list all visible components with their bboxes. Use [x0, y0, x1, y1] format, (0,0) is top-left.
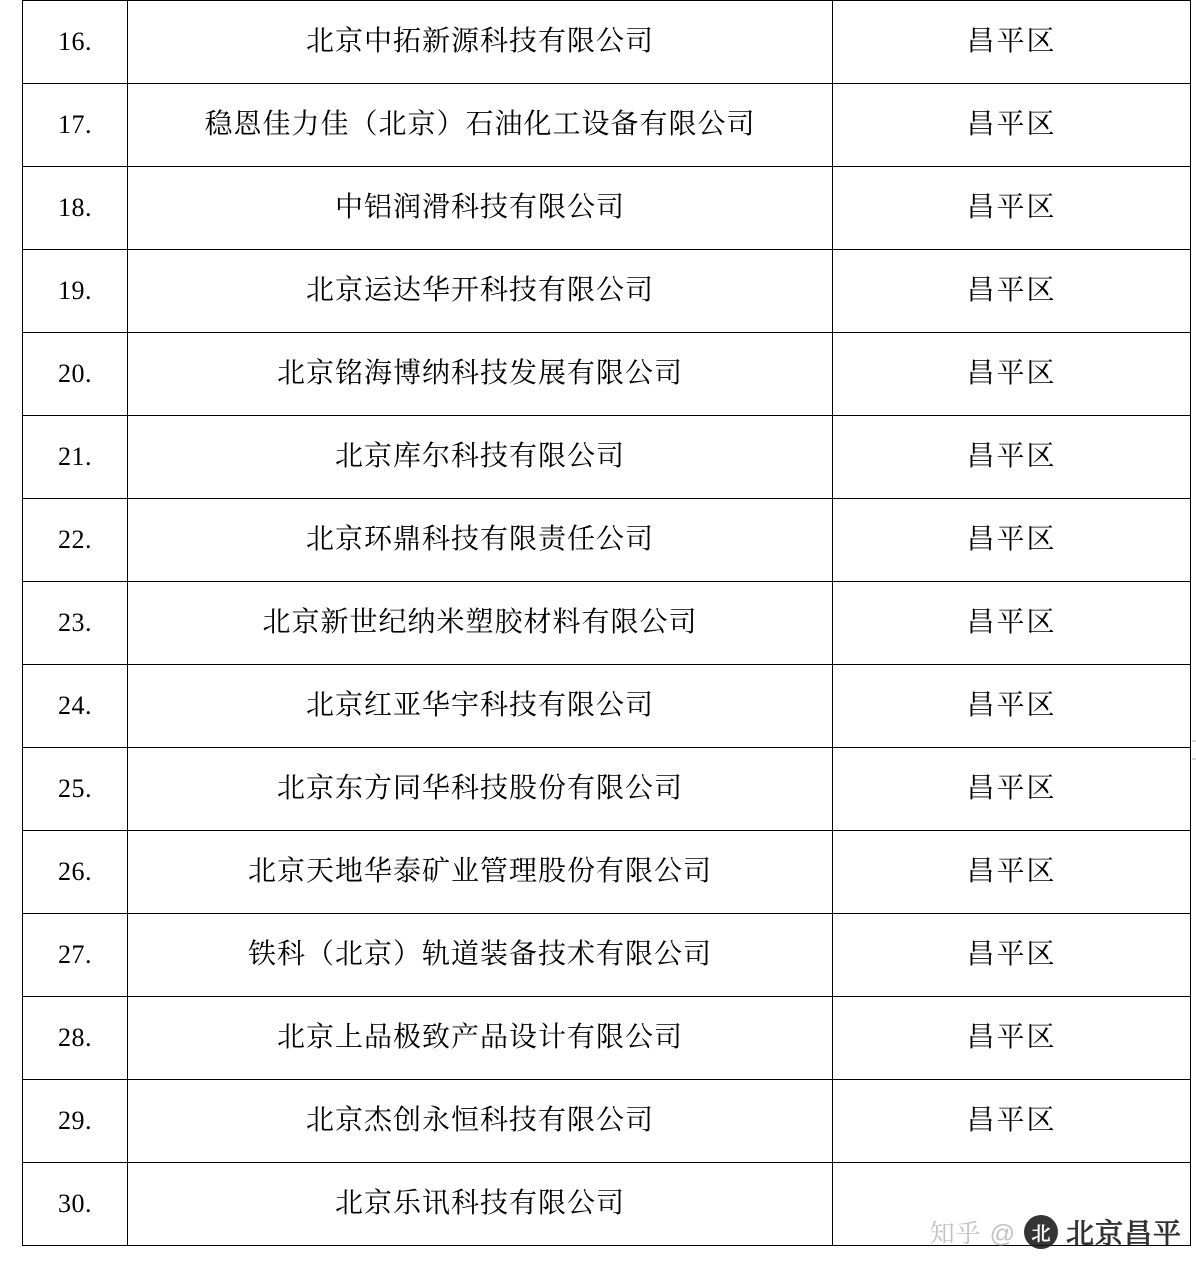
page-edge-mark	[1192, 740, 1196, 742]
row-area: 昌平区	[833, 582, 1191, 665]
row-area: 昌平区	[833, 914, 1191, 997]
row-area: 昌平区	[833, 167, 1191, 250]
row-index: 28.	[23, 997, 128, 1080]
row-area: 昌平区	[833, 84, 1191, 167]
watermark-faint-text: 知乎 @	[929, 1220, 1016, 1248]
table-row	[23, 1080, 1191, 1163]
row-area: 昌平区	[833, 748, 1191, 831]
row-index: 24.	[23, 665, 128, 748]
row-area: 昌平区	[833, 416, 1191, 499]
company-list-table	[22, 0, 1191, 1246]
row-company-name: 北京杰创永恒科技有限公司	[128, 1080, 833, 1163]
table-body	[23, 1, 1191, 1246]
row-index: 19.	[23, 250, 128, 333]
table-row	[23, 416, 1191, 499]
table-row	[23, 748, 1191, 831]
row-index: 27.	[23, 914, 128, 997]
row-area: 昌平区	[833, 665, 1191, 748]
row-company-name: 北京上品极致产品设计有限公司	[128, 997, 833, 1080]
table-row	[23, 997, 1191, 1080]
row-index: 30.	[23, 1163, 128, 1246]
row-index: 18.	[23, 167, 128, 250]
row-area: 昌平区	[833, 1080, 1191, 1163]
table-row	[23, 333, 1191, 416]
watermark-label: 北京昌平	[1065, 1218, 1182, 1249]
page-edge-mark	[1192, 758, 1196, 760]
row-company-name: 北京中拓新源科技有限公司	[128, 1, 833, 84]
row-area	[833, 1163, 1191, 1246]
table-row	[23, 665, 1191, 748]
row-company-name: 北京新世纪纳米塑胶材料有限公司	[128, 582, 833, 665]
table-row	[23, 914, 1191, 997]
table-row	[23, 167, 1191, 250]
watermark-logo-icon: 北	[1024, 1215, 1058, 1249]
row-company-name: 北京红亚华宇科技有限公司	[128, 665, 833, 748]
table-row	[23, 831, 1191, 914]
row-company-name: 北京环鼎科技有限责任公司	[128, 499, 833, 582]
row-area: 昌平区	[833, 1, 1191, 84]
row-company-name: 稳恩佳力佳（北京）石油化工设备有限公司	[128, 84, 833, 167]
table-row	[23, 582, 1191, 665]
row-company-name: 北京天地华泰矿业管理股份有限公司	[128, 831, 833, 914]
table-row	[23, 499, 1191, 582]
row-index: 25.	[23, 748, 128, 831]
row-company-name: 北京运达华开科技有限公司	[128, 250, 833, 333]
table-row	[23, 84, 1191, 167]
row-company-name: 北京乐讯科技有限公司	[128, 1163, 833, 1246]
row-index: 22.	[23, 499, 128, 582]
row-area: 昌平区	[833, 333, 1191, 416]
row-index: 21.	[23, 416, 128, 499]
row-index: 16.	[23, 1, 128, 84]
table-row	[23, 1, 1191, 84]
row-index: 17.	[23, 84, 128, 167]
row-index: 26.	[23, 831, 128, 914]
row-area: 昌平区	[833, 997, 1191, 1080]
table-row	[23, 250, 1191, 333]
row-area: 昌平区	[833, 499, 1191, 582]
row-company-name: 北京铭海博纳科技发展有限公司	[128, 333, 833, 416]
row-index: 23.	[23, 582, 128, 665]
row-area: 昌平区	[833, 250, 1191, 333]
row-company-name: 中铝润滑科技有限公司	[128, 167, 833, 250]
row-company-name: 北京东方同华科技股份有限公司	[128, 748, 833, 831]
row-company-name: 北京库尔科技有限公司	[128, 416, 833, 499]
row-index: 29.	[23, 1080, 128, 1163]
row-index: 20.	[23, 333, 128, 416]
row-company-name: 铁科（北京）轨道装备技术有限公司	[128, 914, 833, 997]
table-row	[23, 1163, 1191, 1246]
row-area: 昌平区	[833, 831, 1191, 914]
